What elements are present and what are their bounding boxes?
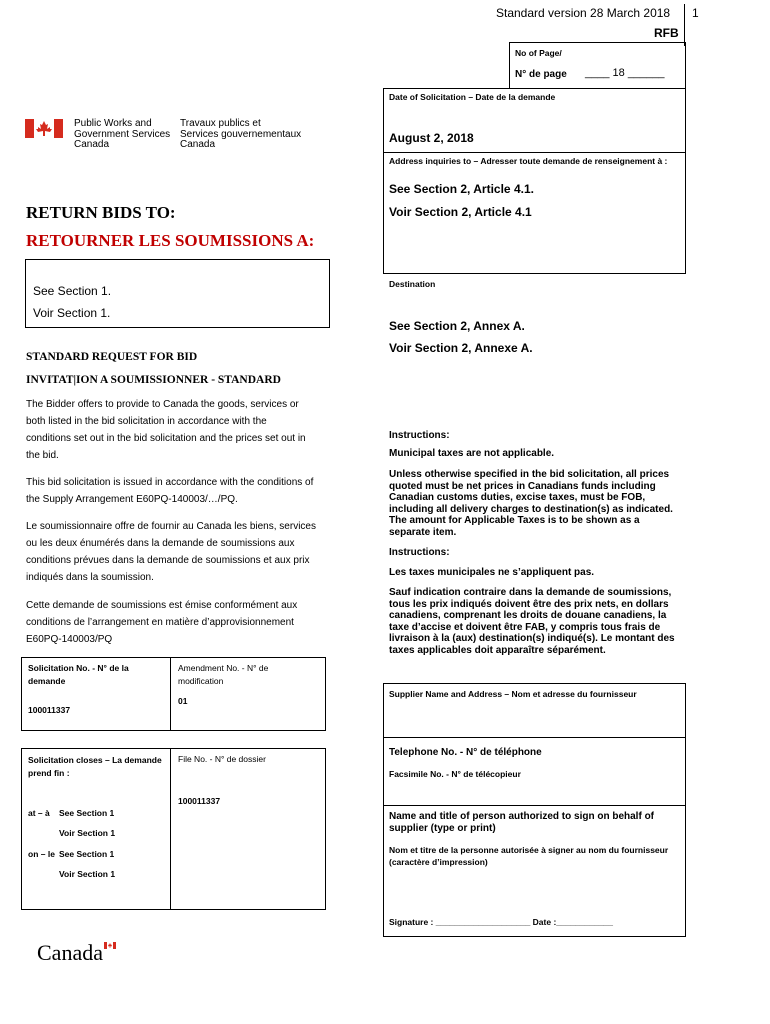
intro-para4: [26, 597, 346, 648]
dept-en-line: Public Works and: [74, 118, 152, 129]
telephone-label: Telephone No. - N° de téléphone: [389, 747, 542, 758]
text-line: taxe d’accise et doivent être FAB, y compris tous frais de: [389, 621, 661, 633]
intro-para1: [26, 396, 346, 464]
date-inquiries-box: [383, 88, 686, 274]
date-label: Date of Solicitation – Date de la demande: [389, 92, 556, 102]
text-line: supplier (type or print): [389, 822, 496, 834]
destination-line1: See Section 2, Annex A.: [389, 319, 525, 333]
signature-line: Signature : ____________________ Date :____________: [389, 917, 614, 927]
dept-name-en: [74, 119, 170, 151]
file-no-label: File No. - N° de dossier: [178, 754, 266, 764]
amendment-number: 01: [178, 696, 188, 706]
intro-heading1: STANDARD REQUEST FOR BID: [26, 351, 198, 363]
text-line: This bid solicitation is issued in accordance with the conditions of: [26, 477, 314, 488]
page-count: ____ 18 ______: [585, 67, 665, 79]
authorized-en: [389, 811, 654, 834]
intro-para3: [26, 518, 346, 586]
dept-en-line: Canada: [74, 139, 110, 150]
label-line: demande: [28, 676, 66, 686]
instructions-label-fr: Instructions:: [389, 547, 450, 558]
fax-label: Facsimile No. - N° de télécopieur: [389, 769, 521, 779]
header-divider: [684, 4, 685, 46]
at-label: at – à: [28, 808, 50, 818]
dept-name-fr: [180, 119, 301, 151]
canada-wordmark: [37, 940, 103, 966]
at-value-en: See Section 1: [59, 808, 115, 818]
dept-fr-line: Travaux publics et: [180, 118, 261, 129]
wordmark-flag-icon: [104, 942, 116, 949]
return-bids-title-en: RETURN BIDS TO:: [26, 203, 176, 222]
text-line: Unless otherwise specified in the bid solicitation, all prices: [389, 469, 670, 480]
text-line: indiqués dans la soumission.: [26, 572, 154, 583]
label-line: prend fin :: [28, 768, 70, 778]
text-line: quoted must be net prices in Canadians funds including: [389, 480, 656, 492]
inquiries-line2: Voir Section 2, Article 4.1: [389, 205, 532, 219]
return-bids-title-fr: RETOURNER LES SOUMISSIONS A:: [26, 231, 315, 250]
text-line: Canadian customs duties, excise taxes, must be FOB,: [389, 492, 646, 503]
text-line: tous les prix indiqués doivent être des prix nets, en dollars: [389, 598, 669, 610]
solicitation-label: [28, 662, 129, 688]
destination-label: Destination: [389, 279, 436, 289]
text-line: canadiens, comprenant les droits de douane canadiens, la: [389, 610, 667, 621]
page-number: 1: [692, 6, 699, 20]
text-line: the Supply Arrangement E60PQ-140003/…/PQ.: [26, 494, 238, 505]
solicitation-number: 100011337: [28, 705, 71, 715]
text-line: ou les deux énumérés dans la demande de soumissions aux: [26, 538, 295, 549]
municipal-taxes-en: Municipal taxes are not applicable.: [389, 448, 555, 459]
text-line: the bid.: [26, 450, 59, 461]
amendment-label: [178, 662, 268, 688]
dept-fr-line: Canada: [180, 139, 216, 150]
at-value-fr: Voir Section 1: [59, 828, 116, 838]
no-of-page-label: No of Page/: [515, 48, 562, 58]
closes-label: [28, 754, 162, 780]
closes-divider: [170, 748, 171, 910]
version-text: Standard version 28 March 2018: [496, 6, 671, 20]
text-line: separate item.: [389, 526, 457, 538]
authorized-fr: [389, 844, 668, 868]
supplier-label: Supplier Name and Address – Nom et adresse du fournisseur: [389, 689, 637, 699]
date-divider: [383, 152, 686, 153]
label-line: Amendment No. - N° de: [178, 663, 269, 673]
text-line: The amount for Applicable Taxes is to be shown as a: [389, 515, 640, 526]
file-no-value: 100011337: [178, 796, 221, 806]
dept-fr-line: Services gouvernementaux: [180, 128, 302, 140]
intro-para2: [26, 474, 346, 508]
wordmark-text: Canada: [37, 940, 103, 965]
intro-heading2: INVITAT|ION A SOUMISSIONNER - STANDARD: [26, 374, 281, 386]
label-line: modification: [178, 676, 224, 686]
doc-type: RFB: [654, 26, 679, 40]
text-line: (caractère d’impression): [389, 857, 488, 867]
text-line: Cette demande de soumissions est émise conformément aux: [26, 600, 298, 611]
text-line: Nom et titre de la personne autorisée à signer au nom du fournisseur: [389, 845, 669, 855]
text-line: The Bidder offers to provide to Canada the goods, services or: [26, 399, 299, 410]
fax-divider: [383, 805, 686, 806]
on-label: on – le: [28, 849, 55, 859]
dept-en-line: Government Services: [74, 128, 171, 140]
date-value: August 2, 2018: [389, 131, 474, 145]
canada-flag-icon: [25, 119, 63, 138]
label-line: Solicitation No. - N° de la: [28, 663, 129, 673]
municipal-taxes-fr: Les taxes municipales ne s’appliquent pas.: [389, 567, 595, 578]
destination-line2: Voir Section 2, Annexe A.: [389, 341, 533, 355]
text-line: Name and title of person authorized to sign on behalf of: [389, 811, 655, 822]
text-line: livraison à la (aux) destination(s) indiqué(s). Le montant des: [389, 633, 675, 644]
text-line: both listed in the bid solicitation in accordance with the: [26, 416, 267, 427]
return-bids-line1: See Section 1.: [33, 284, 112, 298]
on-value-fr: Voir Section 1: [59, 869, 116, 879]
instructions-para-fr: [389, 587, 689, 656]
solicitation-divider: [170, 657, 171, 731]
instructions-label-en: Instructions:: [389, 430, 450, 441]
n-de-page-label: N° de page: [515, 69, 567, 80]
text-line: conditions de l’arrangement en matière d’approvisionnement: [26, 617, 294, 628]
supplier-box: [383, 683, 686, 937]
on-value-en: See Section 1: [59, 849, 115, 859]
text-line: conditions prévues dans la demande de soumissions et aux prix: [26, 555, 310, 566]
text-line: conditions set out in the bid solicitation and the prices set out in: [26, 433, 306, 444]
label-line: Solicitation closes – La demande: [28, 755, 162, 765]
inquiries-line1: See Section 2, Article 4.1.: [389, 182, 534, 196]
text-line: taxes applicables doit apparaître séparément.: [389, 644, 606, 656]
supplier-divider: [383, 737, 686, 738]
text-line: including all delivery charges to destination(s) as indicated.: [389, 503, 673, 515]
inquiries-label: Address inquiries to – Adresser toute demande de renseignement à :: [389, 156, 668, 166]
text-line: Sauf indication contraire dans la demande de soumissions,: [389, 587, 672, 598]
return-bids-line2: Voir Section 1.: [33, 306, 111, 320]
text-line: E60PQ-140003/PQ: [26, 634, 113, 645]
text-line: Le soumissionnaire offre de fournir au Canada les biens, services: [26, 521, 316, 532]
instructions-para-en: [389, 469, 689, 538]
